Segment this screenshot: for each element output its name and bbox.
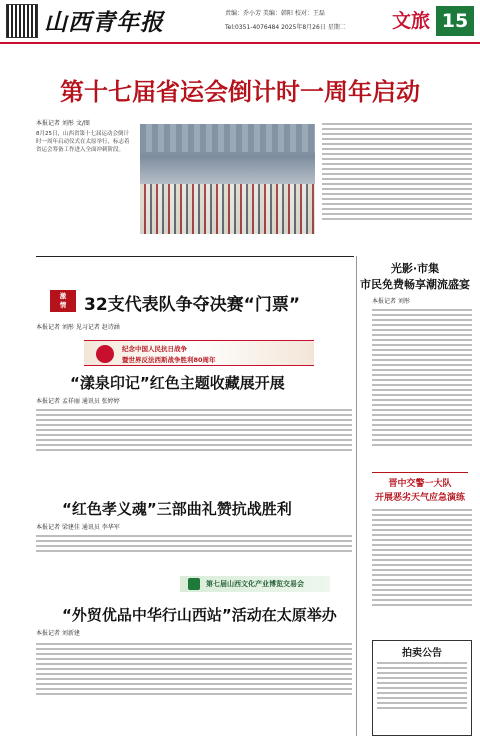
top-headline: 第十七届省运会倒计时一周年启动 [60, 78, 420, 106]
masthead [0, 0, 480, 44]
auction-notice-text [377, 659, 467, 733]
side-story-title-line1: 光影·市集 [390, 262, 440, 275]
auction-notice [372, 640, 472, 736]
story4-text [36, 532, 352, 572]
side-story2-rule [372, 472, 468, 473]
section-name: 文旅 [392, 10, 431, 32]
banner-line2: 暨世界反法西斯战争胜利80周年 [122, 356, 216, 364]
side-story-byline: 本报记者 刘彤 [372, 298, 410, 305]
divider [36, 256, 354, 257]
story2-title: 32支代表队争夺决赛“门票” [84, 295, 301, 315]
side-story-text [372, 306, 472, 466]
side-story2-title-line1: 晋中交警一大队 [388, 479, 452, 489]
banner-line1: 纪念中国人民抗日战争 [122, 345, 187, 353]
top-story-text [36, 130, 134, 250]
story2-badge: 激 情 [50, 290, 76, 312]
expo-logo-icon [188, 578, 200, 590]
meta-line1: 责编：乔小芳 美编：韩阳 校对：王磊 [225, 10, 325, 17]
top-story-lead: 8月25日，山西省第十七届运动会倒计时一周年启动仪式在太原举行，标志着省运会筹备工作进入全面冲刺阶段。 [36, 131, 130, 153]
story5-text [36, 640, 352, 736]
story5-title: “外贸优品中华行山西站”活动在太原举办 [62, 606, 337, 624]
paper-name: 山西青年报 [44, 9, 164, 36]
expo-banner-text: 第七届山西文化产业博览交易会 [206, 580, 304, 588]
column-divider [356, 256, 357, 736]
top-photo [140, 124, 315, 234]
side-story2-title-line2: 开展恶劣天气应急演练 [374, 493, 465, 503]
page-number: 15 [436, 6, 474, 36]
commemoration-banner [84, 340, 314, 366]
story3-byline: 本报记者 孟祥丽 通讯员 张婷婷 [36, 398, 120, 405]
story2-byline: 本报记者 刘彤 见习记者 赵诗涵 [36, 324, 120, 331]
auction-notice-title: 拍卖公告 [402, 648, 442, 659]
qr-code [6, 4, 38, 38]
expo-banner [180, 576, 330, 592]
top-story-continued [322, 120, 472, 250]
story3-title: “漾泉印记”红色主题收藏展开展 [70, 374, 285, 392]
side-story-title-line2: 市民免费畅享潮流盛宴 [360, 278, 470, 291]
story4-title: “红色孝义魂”三部曲礼赞抗战胜利 [62, 500, 292, 518]
top-byline: 本报记者 刘彤 文/图 [36, 120, 90, 127]
story4-byline: 本报记者 梁建佳 通讯员 李华军 [36, 524, 120, 531]
meta-line2: Tel:0351-4076484 2025年8月26日 星期二 [225, 24, 346, 31]
emblem-icon [96, 345, 114, 363]
story3-text [36, 406, 352, 486]
story5-byline: 本报记者 刘新建 [36, 630, 80, 637]
side-story2-text [372, 506, 472, 634]
